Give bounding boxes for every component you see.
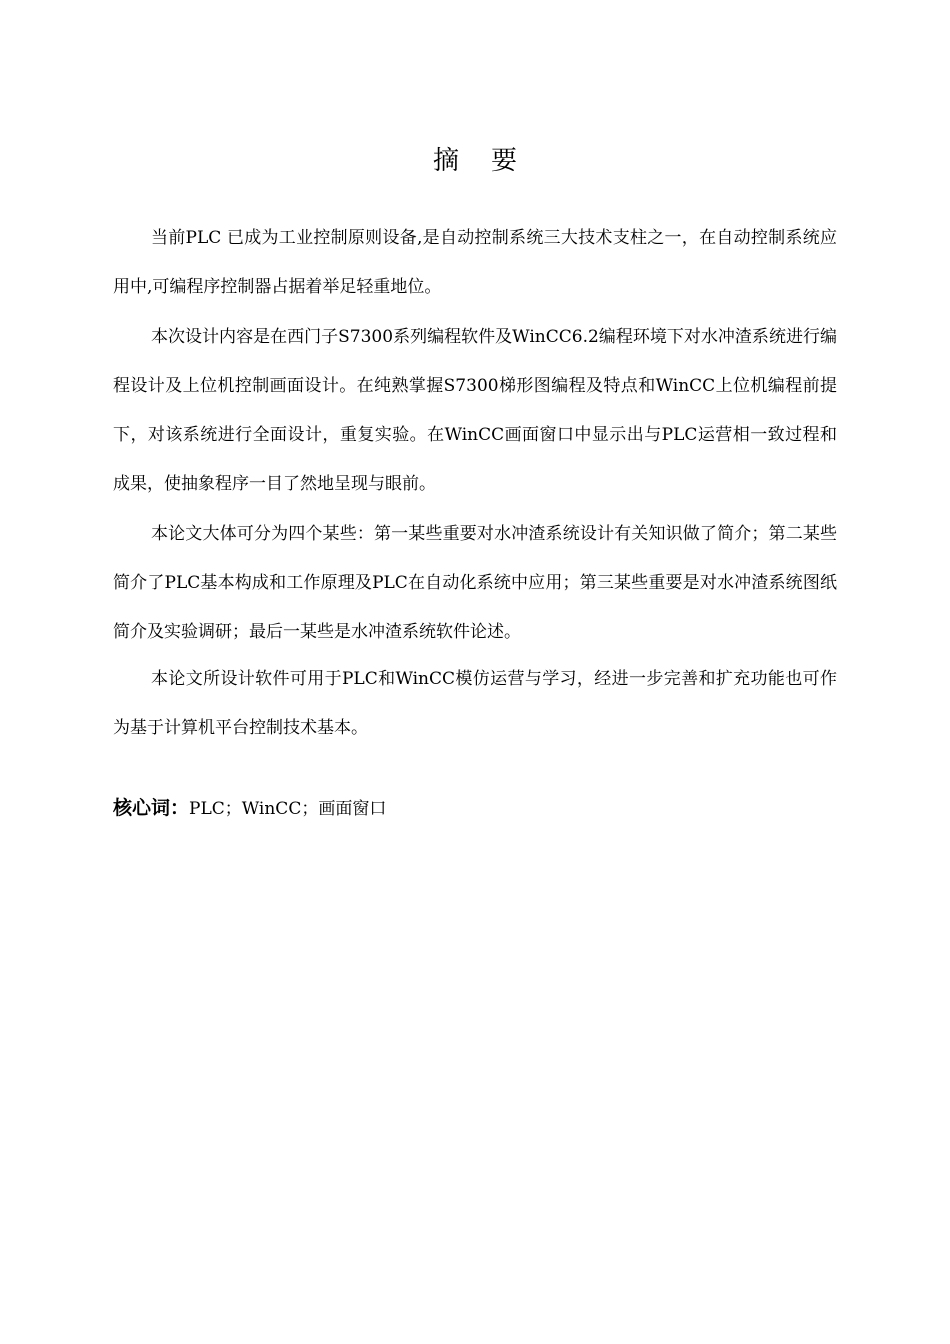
keywords-line (113, 788, 837, 829)
abstract-paragraph-3: 本论文大体可分为四个某些：第一某些重要对水冲渣系统设计有关知识做了简介；第二某些简介了PLC基本构成和工作原理及PLC在自动化系统中应用；第三某些重要是对水冲渣系统图纸简介及实验调研；最后一某些是水冲渣系统软件论述。 (113, 524, 837, 642)
keywords-label: 核心词： (113, 797, 190, 819)
abstract-paragraph-2: 本次设计内容是在西门子S7300系列编程软件及WinCC6.2编程环境下对水冲渣系统进行编程设计及上位机控制画面设计。在纯熟掌握S7300梯形图编程及特点和WinCC上位机编程前提下，对该系统进行全面设计，重复实验。在WinCC画面窗口中显示出与PLC运营相一致过程和成果，使抽象程序一目了然地呈现与眼前。 (113, 327, 837, 494)
title-char-1: 摘 (432, 146, 459, 176)
page-title (0, 142, 950, 180)
abstract-paragraph-4: 本论文所设计软件可用于PLC和WinCC模仿运营与学习，经进一步完善和扩充功能也可作为基于计算机平台控制技术基本。 (113, 669, 837, 738)
title-char-2: 要 (491, 146, 518, 176)
keywords-value: PLC；WinCC；画面窗口 (189, 799, 387, 819)
abstract-paragraph-1: 当前PLC 已成为工业控制原则设备,是自动控制系统三大技术支柱之一，在自动控制系统应用中,可编程序控制器占据着举足轻重地位。 (113, 228, 837, 297)
